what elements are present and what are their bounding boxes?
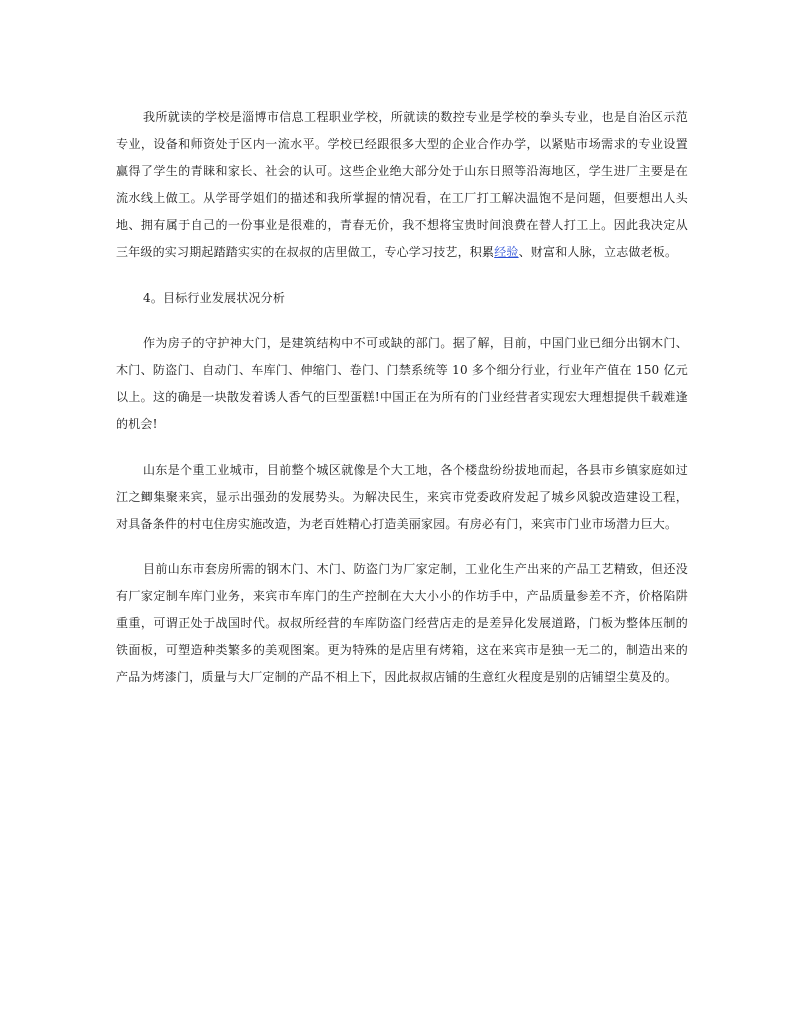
paragraph-text-end: 、财富和人脉，立志做老板。 bbox=[518, 245, 678, 259]
section-heading-industry-analysis: 4。目标行业发展状况分析 bbox=[143, 291, 286, 305]
experience-link[interactable]: 经验 bbox=[494, 245, 519, 259]
spacer bbox=[116, 266, 688, 285]
paragraph-door-industry: 作为房子的守护神大门，是建筑结构中不可或缺的部门。据了解，目前，中国门业已细分出钢木门、木门、防盗门、自动门、车库门、伸缩门、卷门、门禁系统等 10 多个细分行业，行业年产值在 150 亿元以上。这的确是一块散发着诱人香气的巨型蛋糕!中国正在为所有的门业经营者实现宏大理想提供千载难逢的机会! bbox=[116, 336, 688, 431]
spacer bbox=[116, 538, 688, 556]
paragraph-school-background bbox=[116, 104, 688, 266]
paragraph-city-development: 山东是个重工业城市，目前整个城区就像是个大工地，各个楼盘纷纷拔地而起，各县市乡镇家庭如过江之鲫集聚来宾，显示出强劲的发展势头。为解决民生，来宾市党委政府发起了城乡风貌改造建设工程，对具备条件的村屯住房实施改造，为老百姓精心打造美丽家园。有房必有门，来宾市门业市场潜力巨大。 bbox=[116, 463, 688, 531]
paragraph-garage-door-market: 目前山东市套房所需的钢木门、木门、防盗门为厂家定制，工业化生产出来的产品工艺精致，但还没有厂家定制车库门业务，来宾市车库门的生产控制在大大小小的作坊手中，产品质量参差不齐，价格陷阱重重，可谓正处于战国时代。叔叔所经营的车库防盗门经营店走的是差异化发展道路，门板为整体压制的铁面板，可塑造种类繁多的美观图案。更为特殊的是店里有烤箱，这在来宾市是独一无二的，制造出来的产品为烤漆门，质量与大厂定制的产品不相上下，因此叔叔店铺的生意红火程度是别的店铺望尘莫及的。 bbox=[116, 562, 688, 684]
spacer bbox=[116, 312, 688, 330]
document-page bbox=[116, 104, 688, 691]
paragraph-text: 我所就读的学校是淄博市信息工程职业学校，所就读的数控专业是学校的拳头专业，也是自治区示范专业，设备和师资处于区内一流水平。学校已经跟很多大型的企业合作办学，以紧贴市场需求的专业设置赢得了学生的青睐和家长、社会的认可。这些企业绝大部分处于山东日照等沿海地区，学生进厂主要是在流水线上做工。从学哥学姐们的描述和我所掌握的情况看，在工厂打工解决温饱不是问题，但要想出人头地、拥有属于自己的一份事业是很难的，青春无价，我不想将宝贵时间浪费在替人打工上。因此我决定从三年级的实习期起踏踏实实的在叔叔的店里做工，专心学习技艺，积累 bbox=[116, 110, 688, 259]
spacer bbox=[116, 438, 688, 457]
